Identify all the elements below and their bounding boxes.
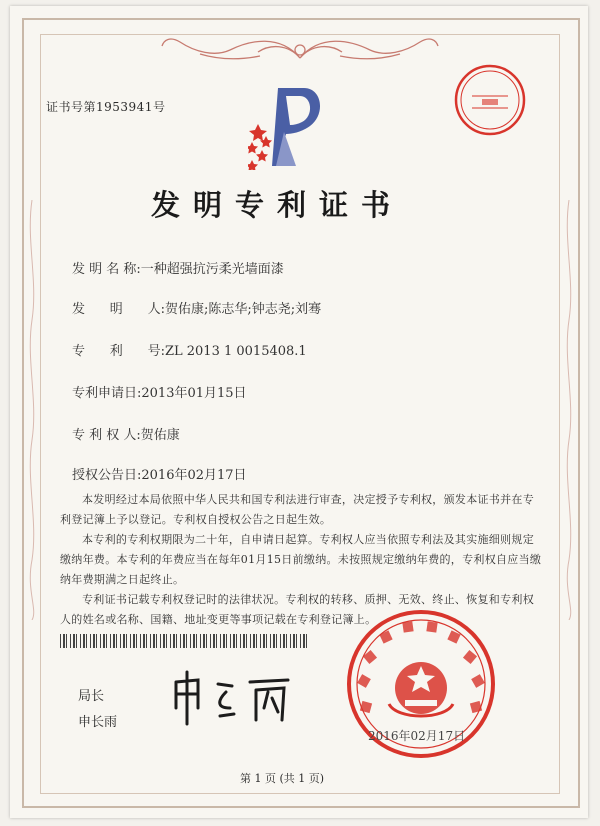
document-title: 发明专利证书	[151, 188, 404, 222]
patentee-label: 专 利 权 人:	[72, 428, 141, 443]
page-footer: 第 1 页 (共 1 页)	[240, 772, 325, 785]
patent-number-label: 专 利 号:	[72, 344, 165, 359]
invention-name-label: 发 明 名 称:	[72, 262, 141, 277]
grant-date-row	[72, 464, 247, 483]
inventors-value: 贺佑康;陈志华;钟志尧;刘骞	[164, 302, 322, 317]
invention-name-value: 一种超强抗污柔光墙面漆	[140, 262, 284, 277]
director-title: 局长	[78, 689, 105, 704]
patentee-value: 贺佑康	[140, 428, 180, 443]
body-paragraph: 本发明经过本局依照中华人民共和国专利法进行审查，决定授予专利权，颁发本证书并在专利登记簿上予以登记。专利权自授权公告之日起生效。	[60, 493, 534, 526]
application-date-value: 2013年01月15日	[141, 386, 247, 401]
grant-date-value: 2016年02月17日	[141, 468, 247, 483]
patentee-row	[72, 424, 180, 443]
invention-name-row	[72, 258, 284, 277]
certificate-number: 证书号第1953941号	[46, 100, 166, 114]
director-name: 申长雨	[78, 715, 118, 730]
seal-date: 2016年02月17日	[368, 729, 466, 743]
body-paragraph: 专利证书记载专利权登记时的法律状况。专利权的转移、质押、无效、终止、恢复和专利权人的姓名或名称、国籍、地址变更等事项记载在专利登记簿上。	[60, 593, 534, 626]
patent-number-row	[72, 340, 307, 359]
grant-date-label: 授权公告日:	[72, 468, 142, 483]
patent-number-value: ZL 2013 1 0015408.1	[164, 344, 307, 359]
small-seal-icon	[452, 62, 528, 138]
right-ornament-icon	[561, 200, 577, 620]
barcode-icon	[60, 634, 310, 648]
inventors-row	[72, 298, 321, 317]
signature-icon	[168, 668, 298, 728]
body-paragraph: 本专利的专利权期限为二十年，自申请日起算。专利权人应当依照专利法及其实施细则规定缴纳年费。本专利的年费应当在每年01月15日前缴纳。未按照规定缴纳年费的，专利权自应当缴纳年费期满之日起终止。	[60, 533, 542, 586]
application-date-label: 专利申请日:	[72, 386, 142, 401]
application-date-row	[72, 382, 247, 401]
patent-office-logo-icon	[248, 84, 326, 170]
inventors-label: 发 明 人:	[72, 302, 165, 317]
top-ornament-icon	[160, 30, 440, 64]
left-ornament-icon	[24, 200, 40, 620]
